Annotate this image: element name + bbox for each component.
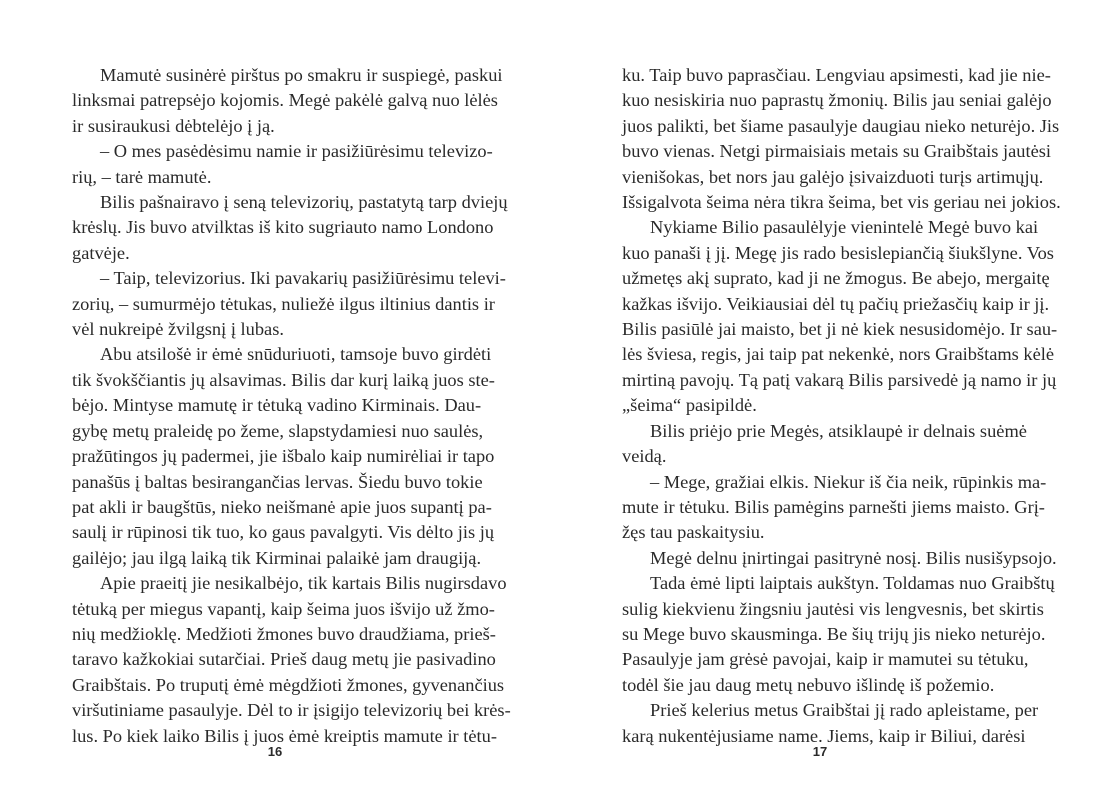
text-line: buvo vienas. Netgi pirmaisiais metais su Graibštais jautėsi: [622, 141, 1052, 162]
paragraph: [622, 63, 1061, 215]
text-line: kuo nesiskiria nuo paprastų žmonių. Bilis jau seniai galėjo: [622, 90, 1052, 111]
text-line: gailėjo; jau ilgą laiką tik Kirminai palaikė jam draugiją.: [72, 547, 482, 568]
text-line: „šeima“ pasipildė.: [622, 395, 757, 416]
text-line: su Mege buvo skausminga. Be šių trijų jis nieko neturėjo.: [622, 623, 1046, 644]
paragraph: [72, 190, 508, 266]
text-line: ir susiraukusi dėbtelėjo į ją.: [72, 115, 275, 136]
text-line: mirtiną pavojų. Tą patį vakarą Bilis parsivedė ją namo ir jų: [622, 369, 1057, 390]
text-line: sulig kiekvienu žingsniu jautėsi vis lengvesnis, bet skirtis: [622, 598, 1044, 619]
left-page-text: [72, 63, 511, 749]
text-line: Pasaulyje jam grėsė pavojai, kaip ir mamutei su tėtuku,: [622, 649, 1029, 670]
text-line: gatvėje.: [72, 242, 130, 263]
text-line: pat akli ir baugštūs, nieko neišmanė apie juos supantį pa-: [72, 496, 492, 517]
text-line: Megė delnu įnirtingai pasitrynė nosį. Bilis nusišypsojo.: [650, 547, 1057, 568]
paragraph: [72, 139, 493, 190]
text-line: vėl nukreipė žvilgsnį į lubas.: [72, 319, 284, 340]
text-line: viršutiniame pasaulyje. Dėl to ir įsigijo televizorių bei krės-: [72, 700, 511, 721]
paragraph: [72, 266, 506, 342]
text-line: todėl šie jau daug metų nebuvo išlindę iš požemio.: [622, 674, 995, 695]
text-line: kuo panaši į jį. Megę jis rado besislepiančią šiukšlyne. Vos: [622, 242, 1054, 263]
text-line: saulį ir rūpinosi tik tuo, ko gaus pavalgyti. Vis dėlto jis jų: [72, 522, 495, 543]
text-line: mute ir tėtuku. Bilis pamėgins parnešti jiems maisto. Grį-: [622, 496, 1045, 517]
text-line: Tada ėmė lipti laiptais aukštyn. Toldamas nuo Graibštų: [650, 573, 1055, 594]
text-line: Mamutė susinėrė pirštus po smakru ir suspiegė, paskui: [100, 65, 503, 85]
text-line: Apie praeitį jie nesikalbėjo, tik kartais Bilis nugirsdavo: [100, 573, 507, 594]
text-line: zorių, – sumurmėjo tėtukas, nuliežė ilgus iltinius dantis ir: [72, 293, 495, 314]
paragraph: [72, 571, 511, 749]
text-line: Bilis pašnairavo į seną televizorių, pastatytą tarp dviejų: [100, 192, 508, 213]
text-line: karą nukentėjusiame name. Jiems, kaip ir Biliui, darėsi: [622, 725, 1026, 746]
text-line: Abu atsilošė ir ėmė snūduriuoti, tamsoje buvo girdėti: [100, 344, 492, 365]
text-line: – O mes pasėdėsimu namie ir pasižiūrėsimu televizo-: [100, 141, 493, 162]
paragraph: [72, 63, 503, 139]
paragraph: [622, 571, 1055, 698]
right-page: [547, 0, 1093, 801]
paragraph: [622, 546, 1057, 571]
text-line: vienišokas, bet nors jau galėjo įsivaizduoti turįs artimųjų.: [622, 166, 1044, 187]
text-line: taravo kažkokiai sutarčiai. Prieš daug metų jie pasivadino: [72, 649, 496, 670]
page-number-left: 16: [267, 744, 283, 759]
paragraph: [72, 342, 495, 571]
text-line: Bilis priėjo prie Megės, atsiklaupė ir delnais suėmė: [650, 420, 1027, 441]
left-page: [0, 0, 546, 801]
text-line: krėslų. Jis buvo atvilktas iš kito sugriauto namo Londono: [72, 217, 494, 238]
text-line: tėtuką per miegus vapantį, kaip šeima juos išvijo už žmo-: [72, 598, 495, 619]
text-line: Nykiame Bilio pasaulėlyje vienintelė Megė buvo kai: [650, 217, 1039, 238]
paragraph: [622, 215, 1058, 418]
text-line: bėjo. Mintyse mamutę ir tėtuką vadino Kirminais. Dau-: [72, 395, 482, 416]
text-line: Prieš kelerius metus Graibštai jį rado apleistame, per: [650, 700, 1039, 721]
text-line: gybę metų praleidę po žeme, slapstydamiesi nuo saulės,: [72, 420, 484, 441]
text-line: kažkas išvijo. Veikiausiai dėl tų pačių priežasčių kaip ir jį.: [622, 293, 1050, 314]
paragraph: [622, 470, 1047, 546]
right-page-text: [622, 63, 1061, 749]
text-line: Graibštais. Po truputį ėmė mėgdžioti žmones, gyvenančius: [72, 674, 505, 695]
text-line: ku. Taip buvo paprasčiau. Lengviau apsimesti, kad jie nie-: [622, 65, 1051, 85]
text-line: panašūs į baltas besirangančias lervas. Šiedu buvo tokie: [72, 471, 483, 492]
text-line: nių medžioklę. Medžioti žmones buvo draudžiama, prieš-: [72, 623, 496, 644]
text-line: lus. Po kiek laiko Bilis į juos ėmė kreiptis mamute ir tėtu-: [72, 725, 497, 746]
text-line: lės šviesa, regis, jai taip pat nekenkė, nors Graibštams kėlė: [622, 344, 1055, 365]
page-number-right: 17: [812, 744, 828, 759]
text-line: žęs tau paskaitysiu.: [622, 522, 765, 543]
text-line: pražūtingos jų padermei, jie išbalo kaip numirėliai ir tapo: [72, 446, 495, 467]
text-line: užmetęs akį suprato, kad ji ne žmogus. Be abejo, mergaitę: [622, 268, 1050, 289]
text-line: rių, – tarė mamutė.: [72, 166, 212, 187]
text-line: juos palikti, bet šiame pasaulyje daugiau nieko neturėjo. Jis: [622, 115, 1060, 136]
text-line: – Taip, televizorius. Iki pavakarių pasižiūrėsimu televi-: [100, 268, 506, 289]
text-line: – Mege, gražiai elkis. Niekur iš čia neik, rūpinkis ma-: [650, 471, 1047, 492]
text-line: tik švokščiantis jų alsavimas. Bilis dar kurį laiką juos ste-: [72, 369, 495, 390]
paragraph: [622, 419, 1027, 470]
text-line: linksmai patrepsėjo kojomis. Megė pakėlė galvą nuo lėlės: [72, 90, 498, 111]
text-line: Išsigalvota šeima nėra tikra šeima, bet vis geriau nei jokios.: [622, 192, 1061, 213]
text-line: veidą.: [622, 446, 667, 467]
paragraph: [622, 698, 1039, 749]
text-line: Bilis pasiūlė jai maisto, bet ji nė kiek nesusidomėjo. Ir sau-: [622, 319, 1058, 340]
